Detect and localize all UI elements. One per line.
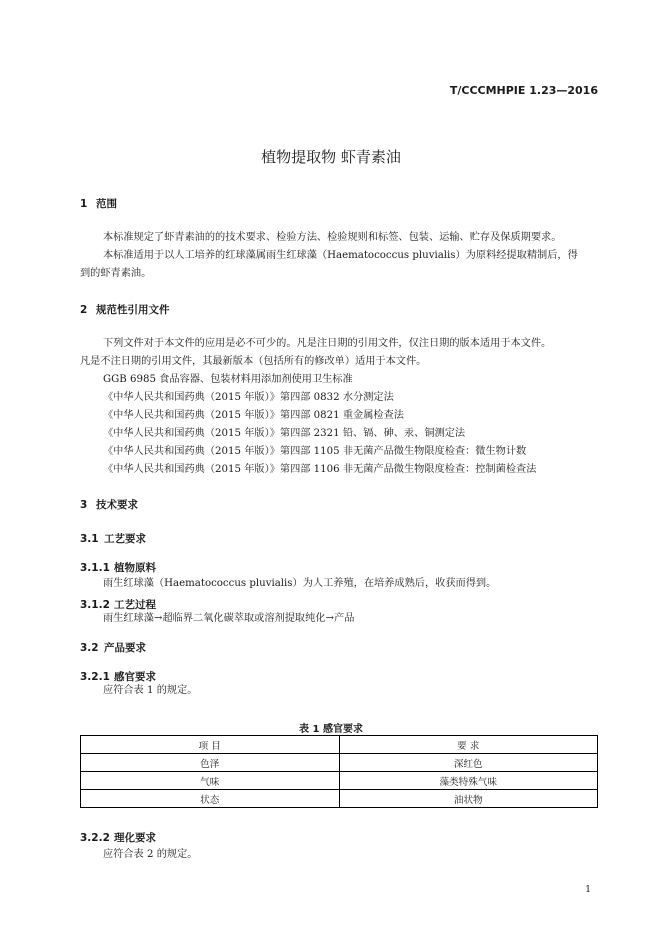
section-number: 3.1.2 [80,599,110,611]
section-number: 3.1 [80,533,99,545]
section-title: 技术要求 [96,499,138,511]
section-3-1-1-heading [80,560,156,575]
paragraph: 雨生红球藻（Haematococcus pluvialis）为人工养殖，在培养成熟后，收获而得到。 [103,578,497,589]
table-caption: 表 1 感官要求 [299,724,363,735]
section-number: 3.2 [80,642,99,654]
paragraph: 应符合表 1 的规定。 [103,685,198,696]
document-title: 植物提取物 虾青素油 [261,148,401,166]
table-cell: 色泽 [81,754,340,772]
table-cell: 状态 [81,790,340,808]
section-title: 规范性引用文件 [96,304,170,316]
table-cell: 深红色 [339,754,598,772]
reference-item: 《中华人民共和国药典（2015 年版）》第四部 1106 非无菌产品微生物限度检查：控制菌检查法 [103,464,537,475]
reference-item: 《中华人民共和国药典（2015 年版）》第四部 0821 重金属检查法 [103,410,404,421]
table-row [81,790,598,808]
table-header-row [81,736,598,754]
section-3-2-2-heading [80,830,156,845]
sensory-requirements-table [80,735,598,808]
table-row [81,754,598,772]
paragraph: 本标准适用于以人工培养的红球藻属雨生红球藻（Haematococcus pluvialis）为原料经提取精制后，得 [103,250,578,261]
reference-item: GGB 6985 食品容器、包装材料用添加剂使用卫生标准 [103,374,353,385]
paragraph: 应符合表 2 的规定。 [103,849,198,860]
reference-item: 《中华人民共和国药典（2015 年版）》第四部 2321 铅、镉、砷、汞、铜测定法 [103,428,466,439]
section-number: 3.2.1 [80,671,110,683]
section-2-heading [80,302,170,317]
paragraph: 下列文件对于本文件的应用是必不可少的。凡是注日期的引用文件，仅注日期的版本适用于本文件。 [103,338,552,349]
paragraph: 雨生红球藻→超临界二氧化碳萃取或溶剂提取纯化→产品 [103,613,355,624]
section-3-heading [80,497,138,512]
table-row [81,772,598,790]
section-title: 工艺要求 [104,533,146,545]
standard-number: T/CCCMHPIE 1.23—2016 [449,84,598,97]
section-3-1-heading [80,531,146,546]
section-number: 3.1.1 [80,562,110,574]
reference-item: 《中华人民共和国药典（2015 年版）》第四部 1105 非无菌产品微生物限度检查：微生物计数 [103,446,527,457]
table-header-cell: 项 目 [81,736,340,754]
section-number: 1 [80,198,88,210]
reference-item: 《中华人民共和国药典（2015 年版）》第四部 0832 水分测定法 [103,392,394,403]
table-cell: 藻类特殊气味 [339,772,598,790]
paragraph: 本标准规定了虾青素油的的技术要求、检验方法、检验规则和标签、包装、运输、贮存及保质期要求。 [103,232,562,243]
section-title: 产品要求 [104,642,146,654]
section-number: 3.2.2 [80,832,110,844]
section-3-2-heading [80,640,146,655]
section-1-heading [80,196,117,211]
section-title: 植物原料 [114,562,156,574]
table-header-cell: 要 求 [339,736,598,754]
section-number: 2 [80,304,88,316]
section-title: 工艺过程 [114,599,156,611]
table-cell: 油状物 [339,790,598,808]
table-cell: 气味 [81,772,340,790]
paragraph: 凡是不注日期的引用文件，其最新版本（包括所有的修改单）适用于本文件。 [80,356,427,367]
section-title: 理化要求 [114,832,156,844]
section-title: 范围 [96,198,117,210]
section-title: 感官要求 [114,671,156,683]
section-number: 3 [80,499,88,511]
paragraph: 到的虾青素油。 [80,268,152,279]
page-number: 1 [585,885,591,895]
